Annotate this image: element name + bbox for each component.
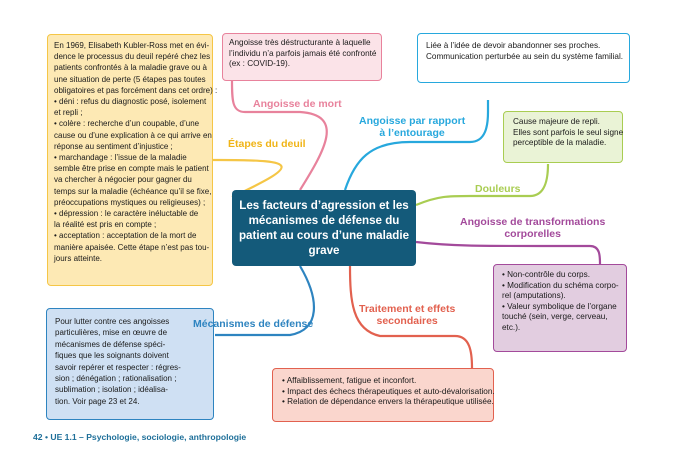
- etapes-text: [54, 40, 218, 264]
- entourage-line: Liée à l’idée de devoir abandonner ses proches.: [426, 41, 601, 50]
- entourage-label-line2: à l’entourage: [379, 127, 445, 139]
- entourage-label: [359, 115, 465, 139]
- etapes-line: temps sur la maladie (échéance qu’il se fixe,: [54, 186, 212, 196]
- mecanismes-line: sion ; dénégation ; rationalisation ;: [55, 374, 177, 384]
- etapes-line: jours atteinte.: [54, 253, 103, 263]
- etapes-line: • marchandage : l’issue de la maladie: [54, 153, 187, 163]
- etapes-line: patients confrontés à la maladie grave ou à: [54, 63, 207, 73]
- transformations-line: touché (sein, verge, cerveau,: [502, 312, 608, 322]
- transformations-text: [502, 270, 618, 334]
- traitement-label-line2: secondaires: [376, 315, 438, 327]
- traitement-line: • Impact des échecs thérapeutiques et auto-dévalorisation.: [282, 386, 495, 396]
- mecanismes-line: sublimation ; isolation ; idéalisa-: [55, 385, 168, 395]
- traitement-line: • Relation de dépendance envers la thérapeutique utilisée.: [282, 397, 494, 407]
- mort-text: [229, 38, 375, 70]
- transformations-line: • Valeur symbolique de l’organe: [502, 301, 617, 311]
- etapes-line: cause ou d’une explication à ce qui arrive en: [54, 130, 212, 140]
- transformations-box: [493, 264, 627, 352]
- traitement-text: [282, 376, 495, 408]
- douleurs-line: Cause majeure de repli.: [513, 117, 600, 126]
- douleurs-line: perceptible de la maladie.: [513, 138, 607, 148]
- mecanismes-box: [46, 308, 214, 420]
- etapes-line: dence le processus du deuil repéré chez les: [54, 52, 211, 62]
- transformations-line: etc.).: [502, 322, 521, 332]
- mecanismes-label: Mécanismes de défense: [193, 318, 314, 330]
- link-mort: [232, 80, 327, 190]
- mort-line: Angoisse très déstructurante à laquelle: [229, 38, 371, 47]
- transformations-line: rel (amputations).: [502, 291, 566, 301]
- douleurs-label: Douleurs: [475, 183, 521, 195]
- douleurs-line: Elles sont parfois le seul signe: [513, 127, 624, 137]
- entourage-text: [426, 41, 624, 62]
- link-entourage: [345, 100, 488, 190]
- douleurs-text: [513, 117, 624, 149]
- traitement-line: • Affaiblissement, fatigue et inconfort.: [282, 376, 417, 385]
- mecanismes-line: particulières, mise en œuvre de: [55, 328, 168, 338]
- mecanismes-line: Pour lutter contre ces angoisses: [55, 317, 170, 326]
- mecanismes-line: tion. Voir page 23 et 24.: [55, 396, 140, 406]
- etapes-box: [47, 34, 218, 286]
- page-footer: [33, 432, 246, 442]
- traitement-label: [359, 303, 455, 327]
- etapes-line: • acceptation : acceptation de la mort de: [54, 231, 197, 241]
- entourage-line: Communication perturbée au sein du système familial.: [426, 51, 624, 61]
- traitement-box: [272, 368, 494, 422]
- etapes-line: semble être prise en compte mais le patient: [54, 164, 209, 174]
- mort-label: Angoisse de mort: [253, 98, 342, 110]
- transformations-line: • Non-contrôle du corps.: [502, 270, 590, 279]
- transformations-label-line1: Angoisse de transformations: [460, 216, 606, 228]
- etapes-line: • colère : recherche d’un coupable, d’une: [54, 119, 200, 129]
- etapes-line: une situation de perte (5 étapes pas toutes: [54, 74, 206, 84]
- transformations-label: [460, 216, 605, 240]
- link-transformations: [416, 242, 600, 264]
- footer-ue: UE 1.1: [50, 432, 77, 442]
- mort-line: (ex : COVID-19).: [229, 59, 290, 69]
- etapes-line: manière apaisée. Cette étape n’est pas tou-: [54, 242, 210, 252]
- mecanismes-text: [55, 316, 205, 407]
- traitement-label-line1: Traitement et effets: [359, 303, 456, 315]
- mort-box: [222, 33, 382, 81]
- page-number: 42: [33, 432, 43, 442]
- footer-title: – Psychologie, sociologie, anthropologie: [79, 432, 247, 442]
- entourage-label-line1: Angoisse par rapport: [359, 115, 466, 127]
- transformations-line: • Modification du schéma corpo-: [502, 280, 619, 290]
- etapes-label: Étapes du deuil: [228, 138, 306, 150]
- etapes-line: et repli ;: [54, 108, 83, 118]
- transformations-label-line2: corporelles: [504, 228, 561, 240]
- mort-line: l’individu n’a parfois jamais été confronté: [229, 48, 377, 58]
- etapes-line: obligatoires et pas forcément dans cet ordre) :: [54, 85, 218, 95]
- mecanismes-line: fiques que les soignants doivent: [55, 351, 169, 361]
- footer-separator: •: [44, 432, 48, 442]
- central-topic-text: Les facteurs d’agression et les mécanismes de défense du patient au cours d’une maladie grave: [238, 199, 410, 257]
- mecanismes-line: savoir repérer et respecter : régres-: [55, 362, 181, 372]
- etapes-line: va chercher à négocier pour gagner du: [54, 175, 192, 185]
- etapes-line: la réalité est pris en compte ;: [54, 220, 157, 230]
- entourage-box: [417, 33, 630, 83]
- etapes-line: • dépression : le caractère inéluctable de: [54, 209, 199, 219]
- etapes-line: réponse au sentiment d’injustice ;: [54, 141, 173, 151]
- etapes-line: préoccupations mystiques ou religieuses) ;: [54, 197, 206, 207]
- etapes-line: En 1969, Elisabeth Kubler-Ross met en évi-: [54, 41, 210, 50]
- douleurs-box: [503, 111, 623, 163]
- etapes-line: • déni : refus du diagnostic posé, isolement: [54, 97, 207, 107]
- central-topic: [232, 190, 416, 266]
- mecanismes-line: mécanismes de défense spéci-: [55, 339, 166, 349]
